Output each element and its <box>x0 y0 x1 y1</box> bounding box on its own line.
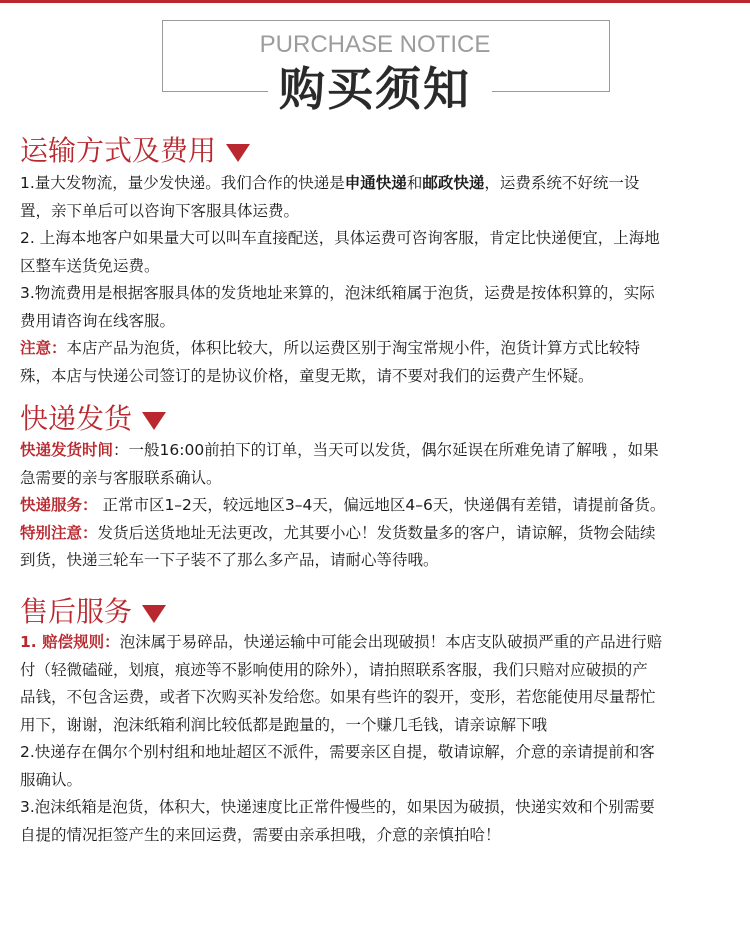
text-segment: 本店产品为泡货，体积比较大，所以运费区别于淘宝常规小件，泡货计算方式比较特 <box>66 339 641 357</box>
section-title-text: 运输方式及费用 <box>20 134 217 167</box>
header-title-cn: 购买须知 <box>279 62 471 116</box>
text-line: 品钱，不包含运费，或者下次购买补发给您。如果有些许的裂开，变形，若您能使用尽量帮忙 <box>20 688 656 706</box>
section-body <box>20 437 736 575</box>
text-segment: ：一般16:00前拍下的订单，当天可以发货，偶尔延误在所难免请了解哦 ，如果 <box>113 441 659 459</box>
text-line <box>20 335 736 363</box>
text-line: 殊，本店与快递公司签订的是协议价格，童叟无欺，请不要对我们的运费产生怀疑。 <box>20 366 594 385</box>
text-line <box>20 629 736 657</box>
note-label: 注意： <box>20 339 67 357</box>
text-line: 费用请咨询在线客服。 <box>20 311 176 330</box>
section-body <box>20 170 736 390</box>
text-line: 急需要的亲与客服联系确认。 <box>20 468 222 487</box>
text-line: 3.泡沫纸箱是泡货，体积大，快递速度比正常件慢些的，如果因为破损，快递实效和个别需要 <box>20 798 655 816</box>
section-after-sales <box>20 596 736 849</box>
text-segment: 发货后送货地址无法更改，尤其要小心！发货数量多的客户，请谅解，货物会陆续 <box>97 523 656 542</box>
triangle-down-icon <box>142 412 166 430</box>
text-line: 服确认。 <box>20 770 83 789</box>
top-accent-bar <box>0 0 750 3</box>
special-notice-label: 特别注意： <box>20 523 98 542</box>
text-segment: ，运费系统不好统一设 <box>484 174 640 192</box>
text-segment: 1.量大发物流，量少发快递。我们合作的快递是 <box>20 174 345 192</box>
delivery-time-label: 快递发货时间 <box>20 441 114 459</box>
text-line <box>20 520 736 548</box>
section-title-text: 快递发货 <box>20 402 133 435</box>
triangle-down-icon <box>226 144 250 162</box>
section-title <box>20 596 736 628</box>
text-line <box>20 492 736 520</box>
text-line: 2.快递存在偶尔个别村组和地址超区不派件，需要亲区自提，敬请谅解，介意的亲请提前和客 <box>20 743 655 761</box>
text-line: 置，亲下单后可以咨询下客服具体运费。 <box>20 201 300 220</box>
courier-name: 邮政快递 <box>422 174 485 192</box>
text-segment: 正常市区1–2天，较远地区3–4天，偏远地区4–6天，快递偶有差错，请提前备货。 <box>97 496 666 514</box>
courier-name: 申通快递 <box>344 174 407 192</box>
text-line <box>20 437 736 465</box>
text-line: 2. 上海本地客户如果量大可以叫车直接配送，具体运费可咨询客服，肯定比快递便宜，上海地 <box>20 229 660 247</box>
section-express-delivery <box>20 403 736 575</box>
header-title-en: PURCHASE NOTICE <box>259 31 491 58</box>
text-line: 用下，谢谢，泡沫纸箱利润比较低都是跑量的，一个赚几毛钱，请亲谅解下哦 <box>20 715 548 734</box>
delivery-service-label: 快递服务： <box>20 496 98 514</box>
text-line: 付（轻微磕碰，划痕，痕迹等不影响使用的除外），请拍照联系客服，我们只赔对应破损的产 <box>20 660 648 679</box>
section-title <box>20 135 736 167</box>
compensation-rule-label: 1. 赔偿规则： <box>20 633 120 651</box>
section-title-text: 售后服务 <box>20 595 133 628</box>
text-segment: 和 <box>406 174 423 192</box>
section-title <box>20 403 736 435</box>
text-line: 到货，快递三轮车一下子装不了那么多产品，请耐心等待哦。 <box>20 551 439 569</box>
section-body <box>20 629 736 849</box>
text-line: 3.物流费用是根据客服具体的发货地址来算的，泡沫纸箱属于泡货，运费是按体积算的，实际 <box>20 284 655 302</box>
text-line: 自提的情况拒签产生的来回运费，需要由亲承担哦，介意的亲慎拍哈！ <box>20 825 501 844</box>
triangle-down-icon <box>142 605 166 623</box>
section-shipping-fees <box>20 135 736 390</box>
text-line <box>20 170 736 198</box>
text-segment: 泡沫属于易碎品，快递运输中可能会出现破损！本店支队破损严重的产品进行赔 <box>119 633 663 651</box>
text-line: 区整车送货免运费。 <box>20 256 160 275</box>
